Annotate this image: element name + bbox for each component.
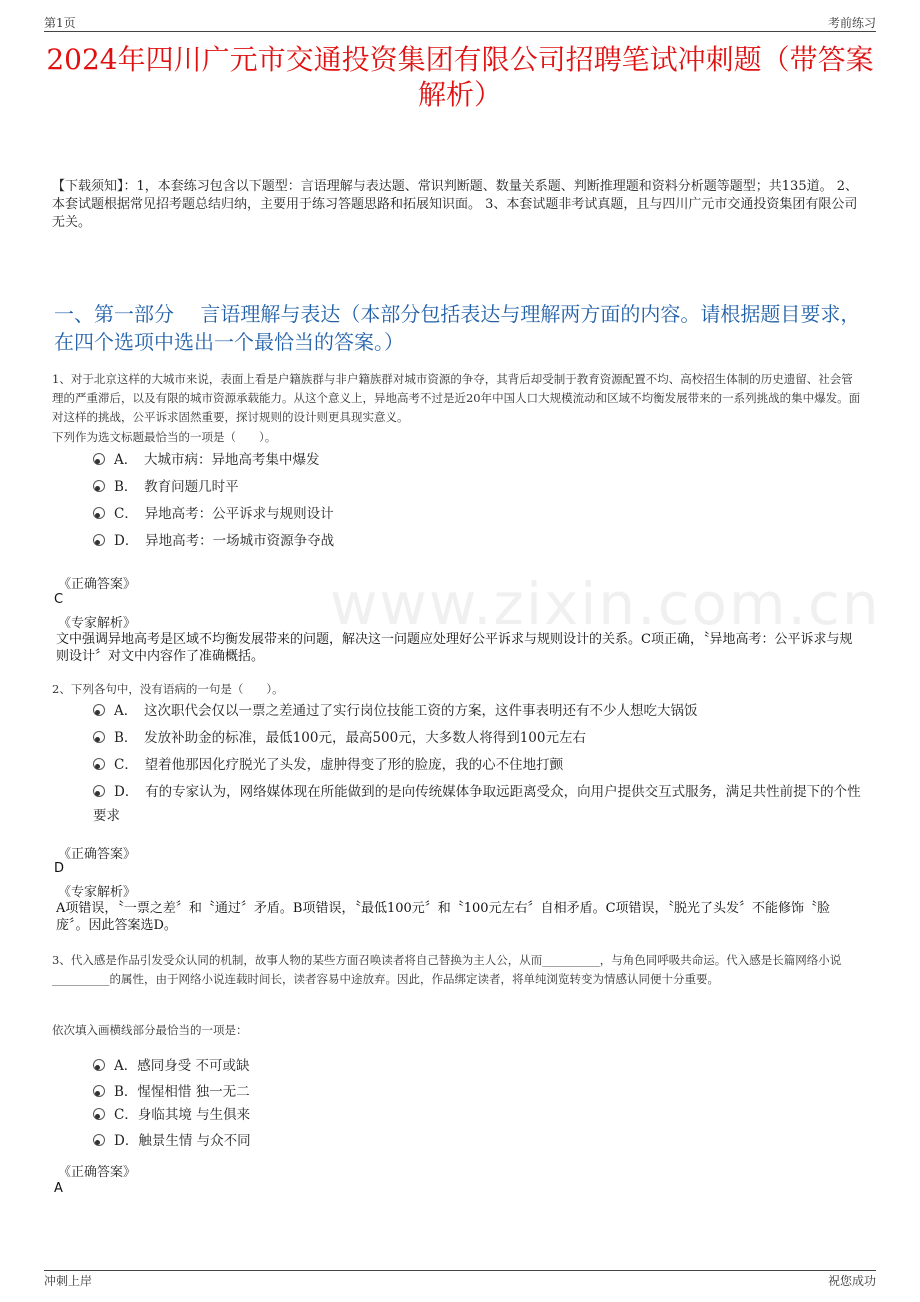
analysis-text: A项错误，〝一票之差〞和〝通过〞矛盾。B项错误，〝最低100元〞和〝100元左右〞自相矛盾。C项错误，〝脱光了头发〞不能修饰〝脸庞〞。因此答案选D。 (56, 901, 831, 933)
option-label: A． 这次职代会仅以一票之差通过了实行岗位技能工资的方案，这件事表明还有不少人想吃大锅饭 (114, 703, 698, 719)
question-3-option-b[interactable] (93, 1080, 863, 1104)
question-1-prompt: 下列作为选文标题最恰当的一项是（ ）。 (52, 430, 277, 444)
radio-icon[interactable] (93, 704, 105, 716)
question-3-option-c[interactable] (93, 1103, 863, 1127)
option-label: A．感同身受 不可或缺 (114, 1058, 250, 1074)
radio-icon[interactable] (93, 731, 105, 743)
radio-icon[interactable] (93, 1085, 105, 1097)
question-1-stem: 1、对于北京这样的大城市来说，表面上看是户籍族群与非户籍族群对城市资源的争夺，其背后却受制于教育资源配置不均、高校招生体制的历史遗留、社会管理的严重滞后，以及有限的城市资源承载能力。从这个意义上，异地高考不过是近20年中国人口大规模流动和区域不均衡发展带来的一系列挑战的集中爆发。面对这样的挑战，公平诉求固然重要，探讨规则的设计则更具现实意义。 (52, 372, 861, 424)
question-2-option-d[interactable] (93, 780, 863, 828)
radio-icon[interactable] (93, 785, 105, 797)
option-label: D． 有的专家认为，网络媒体现在所能做到的是向传统媒体争取远距离受众，向用户提供交互式服务，满足共性前提下的个性要求 (93, 784, 861, 824)
footer-divider (44, 1270, 876, 1271)
radio-icon[interactable] (93, 1108, 105, 1120)
question-2-option-a[interactable] (93, 699, 863, 723)
question-1-option-b[interactable] (93, 475, 863, 499)
answer-label: 《正确答案》 (58, 577, 137, 592)
option-label: A． 大城市病：异地高考集中爆发 (114, 452, 320, 468)
page-title: 2024年四川广元市交通投资集团有限公司招聘笔试冲刺题（带答案解析） (46, 43, 874, 111)
answer-label: 《正确答案》 (58, 847, 137, 862)
question-2-option-b[interactable] (93, 726, 863, 750)
answer-value: A (54, 1181, 63, 1196)
question-1-option-a[interactable] (93, 448, 863, 472)
radio-icon[interactable] (93, 1059, 105, 1071)
option-label: B．惺惺相惜 独一无二 (114, 1084, 250, 1100)
option-label: C．身临其境 与生俱来 (114, 1107, 251, 1123)
option-label: C． 异地高考：公平诉求与规则设计 (114, 506, 334, 522)
analysis-label: 《专家解析》 (58, 885, 137, 900)
question-3-option-a[interactable] (93, 1054, 863, 1078)
option-label: D．触景生情 与众不同 (114, 1133, 251, 1149)
radio-icon[interactable] (93, 507, 105, 519)
option-label: B． 发放补助金的标准，最低100元，最高500元，大多数人将得到100元左右 (114, 730, 586, 746)
radio-icon[interactable] (93, 453, 105, 465)
question-3-stem: 3、代入感是作品引发受众认同的机制，故事人物的某些方面召唤读者将自己替换为主人公，从而__________，与角色同呼吸共命运。代入感是长篇网络小说__________的属性，由于网络小说连载时间长，读者容易中途放弃。因此，作品绑定读者，将单纯浏览转变为情感认同便十分重要。 (52, 953, 842, 986)
footer-left-label: 冲刺上岸 (44, 1274, 93, 1288)
radio-icon[interactable] (93, 1134, 105, 1146)
header-divider (44, 31, 876, 32)
option-label: C． 望着他那因化疗脱光了头发，虚肿得变了形的脸庞，我的心不住地打颤 (114, 757, 564, 773)
option-label: D． 异地高考：一场城市资源争夺战 (114, 533, 335, 549)
question-1-option-d[interactable] (93, 529, 863, 553)
watermark: www.zixin.com.cn (330, 570, 881, 638)
question-2-option-c[interactable] (93, 753, 863, 777)
radio-icon[interactable] (93, 534, 105, 546)
analysis-text: 文中强调异地高考是区域不均衡发展带来的问题，解决这一问题应处理好公平诉求与规则设计的关系。C项正确，〝异地高考：公平诉求与规则设计〞对文中内容作了准确概括。 (56, 632, 853, 664)
question-3-option-d[interactable] (93, 1129, 863, 1153)
footer-right-label: 祝您成功 (827, 1274, 876, 1288)
answer-label: 《正确答案》 (58, 1165, 137, 1180)
answer-value: D (54, 861, 65, 876)
header-label: 考前练习 (827, 16, 876, 30)
option-label: B． 教育问题几时平 (114, 479, 239, 495)
question-1-option-c[interactable] (93, 502, 863, 526)
page-number: 第1页 (44, 16, 76, 30)
radio-icon[interactable] (93, 480, 105, 492)
question-2-stem: 2、下列各句中，没有语病的一句是（ ）。 (52, 682, 284, 696)
analysis-label: 《专家解析》 (58, 616, 137, 631)
radio-icon[interactable] (93, 758, 105, 770)
answer-value: C (54, 592, 64, 607)
section-heading: 一、第一部分 言语理解与表达（本部分包括表达与理解两方面的内容。请根据题目要求，在四个选项中选出一个最恰当的答案。） (54, 302, 861, 354)
download-notice: 【下载须知】：1，本套练习包含以下题型：言语理解与表达题、常识判断题、数量关系题、判断推理题和资料分析题等题型；共135道。 2、本套试题根据常见招考题总结归纳，主要用于练习答题思路和拓展知识面。 3、本套试题非考试真题，且与四川广元市交通投资集团有限公司无关。 (52, 179, 858, 230)
question-3-prompt: 依次填入画横线部分最恰当的一项是： (52, 1023, 248, 1037)
